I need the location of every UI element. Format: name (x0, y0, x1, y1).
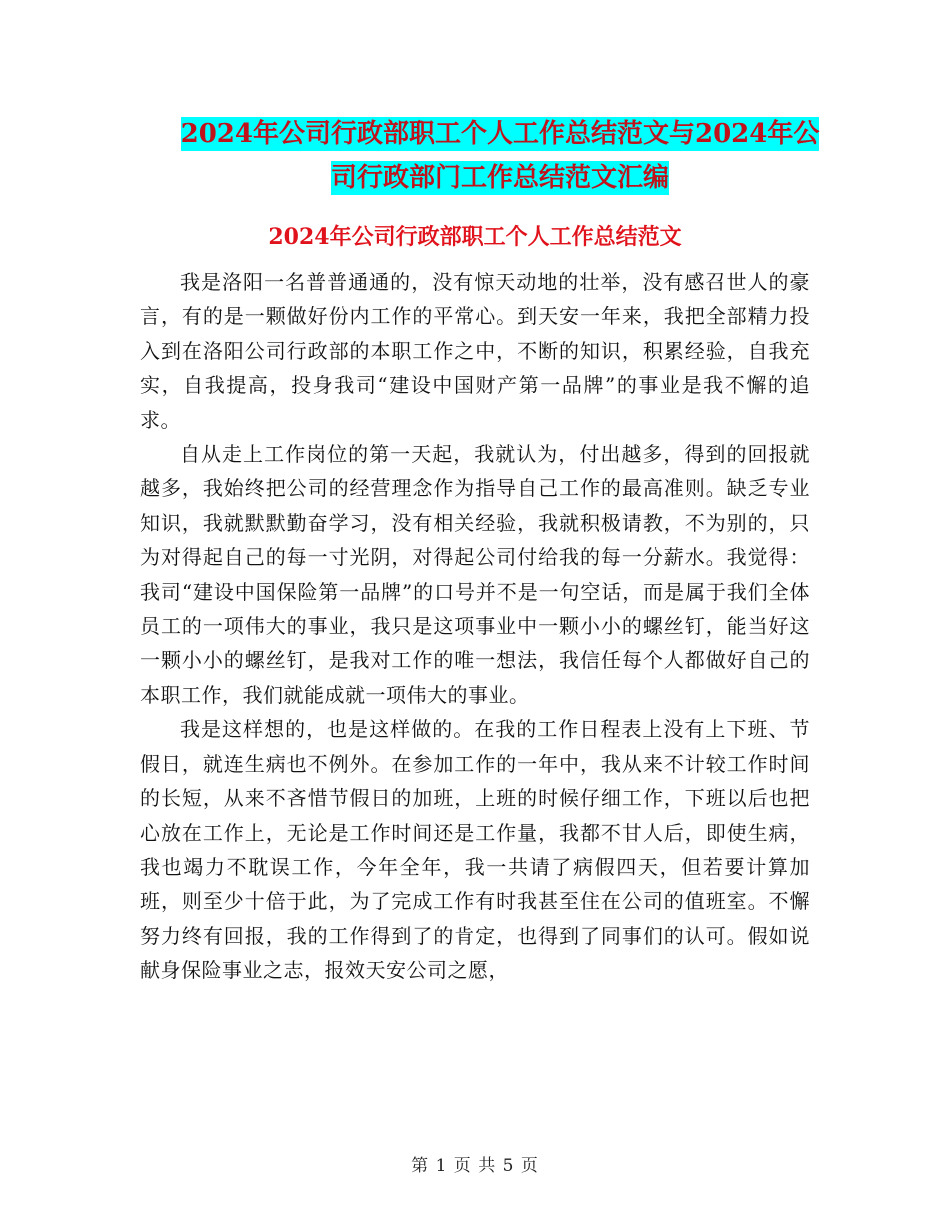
paragraph-2: 自从走上工作岗位的第一天起，我就认为，付出越多，得到的回报就越多，我始终把公司的经营理念作为指导自己工作的最高准则。缺乏专业知识，我就默默勤奋学习，没有相关经验，我就积极请教，不为别的，只为对得起自己的每一寸光阴，对得起公司付给我的每一分薪水。我觉得：我司“建设中国保险第一品牌”的口号并不是一句空话，而是属于我们全体员工的一项伟大的事业，我只是这项事业中一颗小小的螺丝钉，能当好这一颗小小的螺丝钉，是我对工作的唯一想法，我信任每个人都做好自己的本职工作，我们就能成就一项伟大的事业。 (140, 442, 810, 707)
paragraph-1: 我是洛阳一名普普通通的，没有惊天动地的壮举，没有感召世人的豪言，有的是一颗做好份内工作的平常心。到天安一年来，我把全部精力投入到在洛阳公司行政部的本职工作之中，不断的知识，积累经验，自我充实，自我提高，投身我司“建设中国财产第一品牌”的事业是我不懈的追求。 (140, 270, 810, 432)
main-title-line-2: 司行政部门工作总结范文汇编 (330, 163, 669, 193)
section-title: 2024年公司行政部职工个人工作总结范文 (268, 224, 682, 250)
main-title-line-1: 2024年公司行政部职工个人工作总结范文与2024年公 (180, 119, 820, 149)
document-body (140, 265, 810, 988)
page-footer: 第 1 页 共 5 页 (411, 1156, 539, 1176)
paragraph-3: 我是这样想的，也是这样做的。在我的工作日程表上没有上下班、节假日，就连生病也不例外。在参加工作的一年中，我从来不计较工作时间的长短，从来不吝惜节假日的加班，上班的时候仔细工作，下班以后也把心放在工作上，无论是工作时间还是工作量，我都不甘人后，即使生病，我也竭力不耽误工作，今年全年，我一共请了病假四天，但若要计算加班，则至少十倍于此，为了完成工作有时我甚至住在公司的值班室。不懈努力终有回报，我的工作得到了的肯定，也得到了同事们的认可。假如说献身保险事业之志，报效天安公司之愿， (140, 717, 810, 983)
main-title (150, 112, 850, 200)
